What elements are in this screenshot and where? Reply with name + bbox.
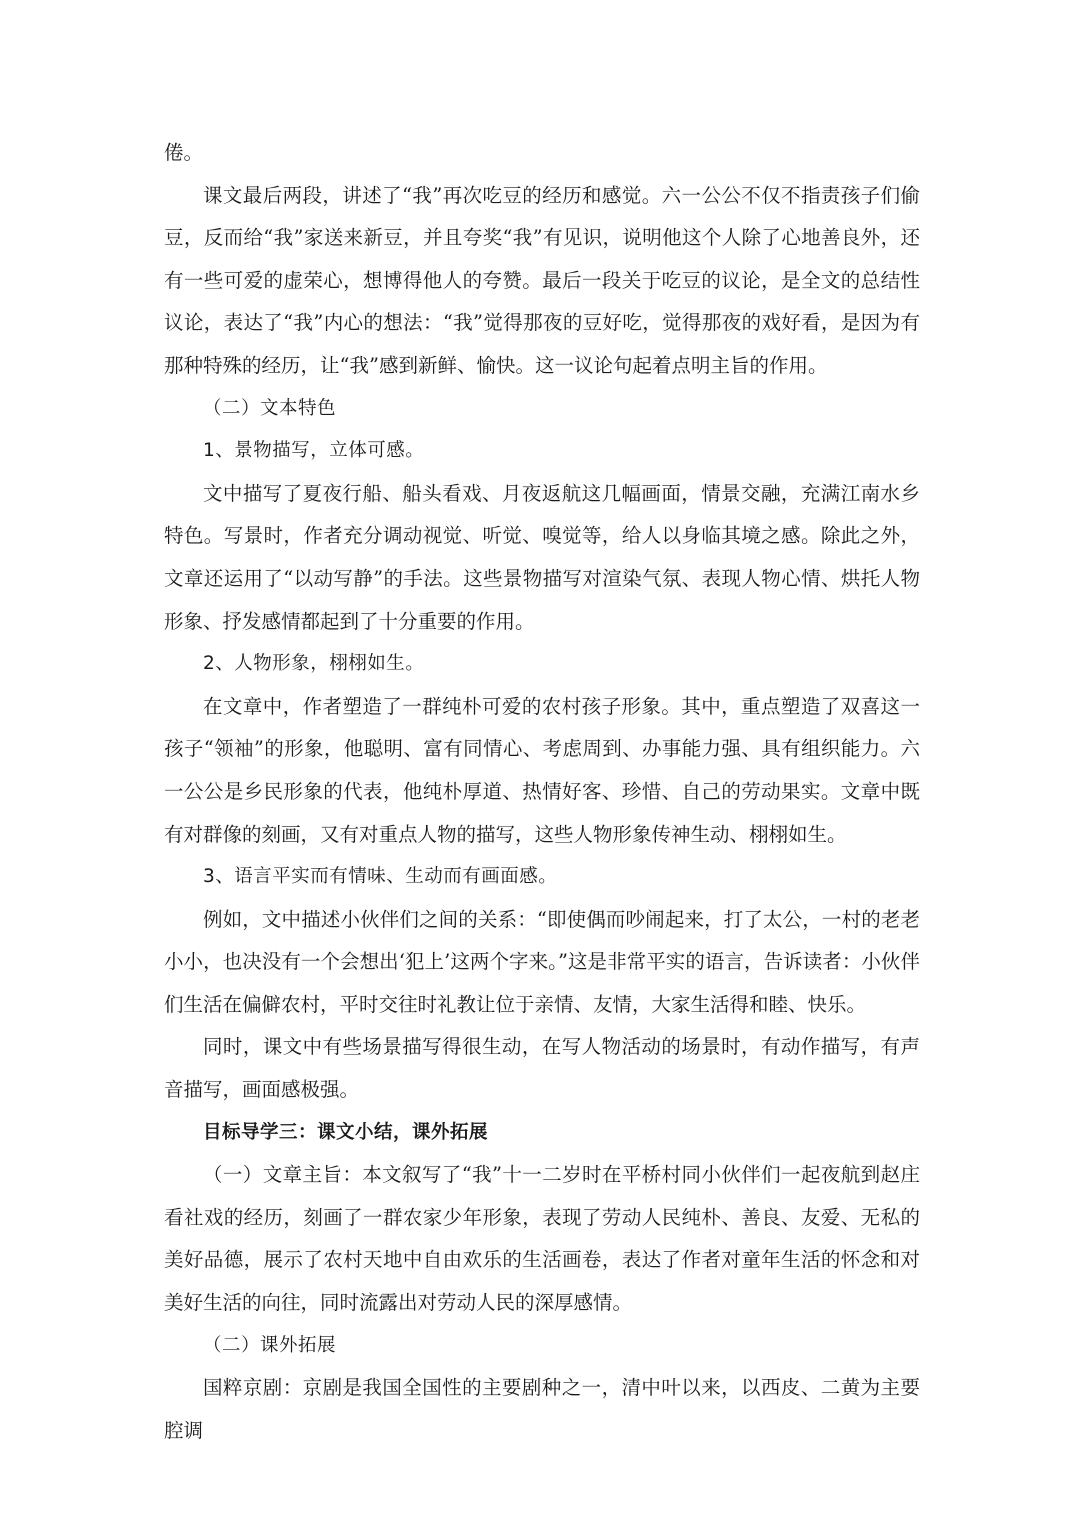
section-heading-goal-three: 目标导学三：课文小结，课外拓展 — [203, 1121, 489, 1143]
subheading-language: 3、语言平实而有情味、生动而有画面感。 — [203, 866, 558, 888]
section-heading-text-features: （二）文本特色 — [203, 397, 337, 419]
subheading-characters: 2、人物形象，栩栩如生。 — [203, 653, 425, 675]
paragraph-scenery: 文中描写了夏夜行船、船头看戏、月夜返航这几幅画面，情景交融，充满江南水乡特色。写景时，作者充分调动视觉、听觉、嗅觉等，给人以身临其境之感。除此之外，文章还运用了“以动写静”的手法。这些景物描写对渲染气氛、表现人物心情、烘托人物形象、抒发感情都起到了十分重要的作用。 — [164, 481, 920, 633]
paragraph-peking-opera: 国粹京剧：京剧是我国全国性的主要剧种之一，清中叶以来，以西皮、二黄为主要腔调 — [164, 1376, 920, 1442]
paragraph-continuation: 倦。 — [164, 141, 204, 164]
paragraph-language-example: 例如，文中描述小伙伴们之间的关系：“即使偶而吵闹起来，打了太公，一村的老老小小，也决没有一个会想出‘犯上’这两个字来。”这是非常平实的语言，告诉读者：小伙伴们生活在偏僻农村，平时交往时礼教让位于亲情、友情，大家生活得和睦、快乐。 — [164, 907, 920, 1016]
document-body — [164, 132, 920, 1452]
paragraph-last-two-sections: 课文最后两段，讲述了“我”再次吃豆的经历和感觉。六一公公不仅不指责孩子们偷豆，反而给“我”家送来新豆，并且夸奖“我”有见识，说明他这个人除了心地善良外，还有一些可爱的虚荣心，想博得他人的夸赞。最后一段关于吃豆的议论，是全文的总结性议论，表达了“我”内心的想法：“我”觉得那夜的豆好吃，觉得那夜的戏好看，是因为有那种特殊的经历，让“我”感到新鲜、愉快。这一议论句起着点明主旨的作用。 — [164, 183, 920, 377]
subheading-scenery: 1、景物描写，立体可感。 — [203, 440, 425, 462]
paragraph-theme: （一）文章主旨：本文叙写了“我”十一二岁时在平桥村同小伙伴们一起夜航到赵庄看社戏的经历，刻画了一群农家少年形象，表现了劳动人民纯朴、善良、友爱、无私的美好品德，展示了农村天地中自由欢乐的生活画卷，表达了作者对童年生活的怀念和对美好生活的向往，同时流露出对劳动人民的深厚感情。 — [164, 1163, 920, 1315]
paragraph-scene-description: 同时，课文中有些场景描写得很生动，在写人物活动的场景时，有动作描写，有声音描写，画面感极强。 — [164, 1035, 920, 1102]
paragraph-characters: 在文章中，作者塑造了一群纯朴可爱的农村孩子形象。其中，重点塑造了双喜这一孩子“领袖”的形象，他聪明、富有同情心、考虑周到、办事能力强、具有组织能力。六一公公是乡民形象的代表，他纯朴厚道、热情好客、珍惜、自己的劳动果实。文章中既有对群像的刻画，又有对重点人物的描写，这些人物形象传神生动、栩栩如生。 — [164, 694, 920, 846]
section-heading-extension: （二）课外拓展 — [203, 1334, 337, 1356]
